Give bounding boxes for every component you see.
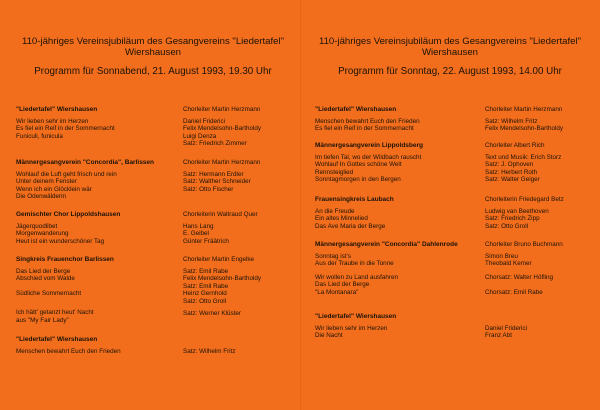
- left-block-1-songs: [16, 159, 154, 201]
- right-block-4-songs: [315, 313, 396, 340]
- conductor: Chorleiter Martin Herzmann: [485, 106, 563, 113]
- conductor: Chorleiter Albert Rich: [485, 142, 545, 149]
- song-author: Daniel Friderici: [183, 117, 225, 125]
- song-author: Satz: Emil Rabe: [183, 267, 229, 275]
- song-author: Satz: Werner Klüster: [183, 309, 241, 317]
- song-author: Satz: Herbert Roth: [485, 168, 538, 176]
- song-title: Die Nacht: [315, 332, 343, 340]
- left-block-3-songs: [16, 256, 114, 324]
- song-author: Theobald Kemer: [485, 260, 532, 268]
- song-title: Ich hätt' getanzt heut' Nacht: [16, 308, 94, 316]
- left-title-line1: 110-jähriges Vereinsjubiläum des Gesangvereins "Liedertafel": [21, 36, 285, 47]
- song-author: Franz Abt: [485, 332, 512, 340]
- song-author: Satz: Wilhelm Fritz: [485, 117, 538, 125]
- right-block-4-credits: [485, 313, 527, 340]
- left-block-4-songs: [16, 336, 121, 355]
- song-author: Text und Musik: Erich Storz: [485, 153, 562, 161]
- right-title-line2: Wiershausen: [422, 47, 478, 58]
- left-program-heading: Programm für Sonnabend, 21. August 1993, 19.30 Uhr: [34, 66, 272, 77]
- song-author: Felix Mendelsohn-Bartholdy: [183, 125, 262, 133]
- group-name: "Liedertafel" Wiershausen: [315, 313, 397, 320]
- song-title: Es fiel ein Reif in der Sommernacht: [315, 125, 414, 133]
- song-title: Aus der Traube in die Tonne: [315, 260, 394, 268]
- right-block-2-songs: [315, 196, 394, 230]
- song-author: Satz: Otto Groll: [183, 297, 227, 305]
- song-title: Es fiel ein Reif in der Sommernacht: [16, 125, 115, 133]
- song-title: Sonntagmorgen in den Bergen: [315, 176, 401, 184]
- group-name: Männergesangverein "Concordia", Barlissen: [16, 159, 155, 166]
- song-author: Günter Fräätrich: [183, 237, 229, 245]
- song-title: Wenn ich ein Glöcklein wär: [16, 185, 92, 193]
- left-block-1-credits: [183, 159, 260, 193]
- song-title: Die Odenwälderin: [16, 193, 67, 201]
- left-block-0-songs: [16, 106, 115, 140]
- conductor: Chorleiter Martin Engelke: [183, 256, 255, 263]
- left-block-3-credits: [183, 256, 261, 317]
- song-author: Satz: Otto Fischer: [183, 185, 234, 193]
- conductor: Chorleiterin Waltraud Quer: [183, 211, 258, 218]
- right-block-0-credits: [485, 106, 563, 133]
- song-author: Daniel Friderici: [485, 324, 527, 332]
- right-title-line1: 110-jähriges Vereinsjubiläum des Gesangvereins "Liedertafel": [318, 36, 582, 47]
- song-title: Südliche Sommernacht: [16, 290, 82, 298]
- center-fold: [300, 0, 301, 410]
- left-title: [8, 36, 298, 58]
- song-author: E. Geibel: [183, 230, 209, 238]
- group-name: Männergesangverein Lippoldsberg: [315, 142, 423, 149]
- song-author: Satz: Otto Groll: [485, 222, 529, 230]
- conductor: Chorleiter Martin Herzmann: [183, 106, 261, 113]
- left-page: [8, 0, 298, 410]
- song-author: Simon Breu: [485, 252, 518, 260]
- conductor: Chorleiter Bruno Buchmann: [485, 241, 563, 248]
- left-block-0-credits: [183, 106, 261, 148]
- song-title: Wir wollen zu Land ausfahren: [315, 273, 398, 281]
- song-author: Chorsatz: Walter Höfling: [485, 273, 554, 281]
- song-author: Felix Mendelsohn-Bartholdy: [485, 125, 564, 133]
- left-title-line2: Wiershausen: [125, 47, 181, 58]
- song-title: Das Ave Maria der Berge: [315, 222, 386, 230]
- song-author: Satz: Walther Schneider: [183, 178, 251, 186]
- group-name: Männergesangverein "Concordia" Dahlenrode: [315, 241, 458, 248]
- song-author: Felix Mendelsohn-Bartholdy: [183, 275, 262, 283]
- song-title: Wir lieben sehr im Herzen: [315, 324, 388, 332]
- song-author: Chorsatz: Emil Rabe: [485, 288, 543, 296]
- song-author: Satz: Emil Rabe: [183, 282, 229, 290]
- right-block-2-credits: [485, 196, 564, 230]
- group-name: "Liedertafel" Wiershausen: [16, 336, 98, 343]
- song-title: Abschied vom Walde: [16, 275, 75, 283]
- right-block-1-credits: [485, 142, 561, 184]
- song-title: Wir lieben sehr im Herzen: [16, 117, 89, 125]
- song-title: Unter deinem Fenster: [16, 178, 77, 186]
- right-block-3-credits: [485, 241, 563, 297]
- left-block-2-songs: [16, 211, 120, 245]
- song-title: Menschen bewahrt Euch den Frieden: [315, 117, 420, 125]
- song-title: Rennsteiglied: [315, 168, 354, 176]
- right-page: [305, 0, 595, 410]
- left-block-4-credits: [183, 336, 235, 355]
- song-author: Satz: Walter Geiger: [485, 176, 540, 184]
- song-title: Funiculi, funicula: [16, 132, 63, 140]
- song-author: Luigi Denza: [183, 132, 217, 140]
- song-author: Satz: Friedrich Zipp: [485, 215, 540, 223]
- song-title: Jägerquodlibet: [16, 222, 58, 230]
- right-title: [305, 36, 595, 58]
- song-title: aus "My Fair Lady": [16, 316, 69, 324]
- song-title: Wohlauf die Luft geht frisch und rein: [16, 170, 117, 178]
- group-name: Singkreis Frauenchor Barlissen: [16, 256, 114, 263]
- song-author: Ludwig van Beethoven: [485, 207, 549, 215]
- group-name: Frauensingkreis Laubach: [315, 196, 394, 203]
- right-block-1-songs: [315, 142, 423, 184]
- group-name: "Liedertafel" Wiershausen: [315, 106, 397, 113]
- song-title: Morgenwanderung: [16, 230, 69, 238]
- song-author: Hans Lang: [183, 222, 214, 230]
- right-program-heading: Programm für Sonntag, 22. August 1993, 14.00 Uhr: [338, 66, 562, 77]
- conductor: Chorleiter Martin Herzmann: [183, 159, 261, 166]
- song-title: Im tiefen Tal, wo der Wildbach rauscht: [315, 153, 422, 161]
- right-block-3-songs: [315, 241, 458, 297]
- song-title: An die Freude: [315, 207, 355, 215]
- right-block-0-songs: [315, 106, 420, 133]
- song-title: "La Montanara": [315, 288, 359, 296]
- group-name: "Liedertafel" Wiershausen: [16, 106, 98, 113]
- song-title: Sonntag ist's: [315, 252, 351, 260]
- song-title: Ein altes Minnelied: [315, 215, 368, 223]
- song-title: Das Lied der Berge: [16, 267, 71, 275]
- left-block-2-credits: [183, 211, 258, 245]
- group-name: Gemischter Chor Lippoldshausen: [16, 211, 121, 218]
- song-title: Menschen bewahrt Euch den Frieden: [16, 347, 121, 355]
- song-title: Das Lied der Berge: [315, 281, 370, 289]
- song-author: Satz: J. Ophoven: [485, 161, 534, 169]
- song-author: Satz: Wilhelm Fritz: [183, 347, 236, 355]
- conductor: Chorleiterin Friedegard Betz: [485, 196, 564, 203]
- song-title: Wohlauf In Gottes schöne Welt: [315, 161, 402, 169]
- song-author: Satz: Friedrich Zimmer: [183, 140, 247, 148]
- song-author: Heinz Gernhold: [183, 290, 227, 298]
- song-title: Heut ist ein wunderschöner Tag: [16, 237, 105, 245]
- song-author: Satz: Hermann Erdler: [183, 170, 244, 178]
